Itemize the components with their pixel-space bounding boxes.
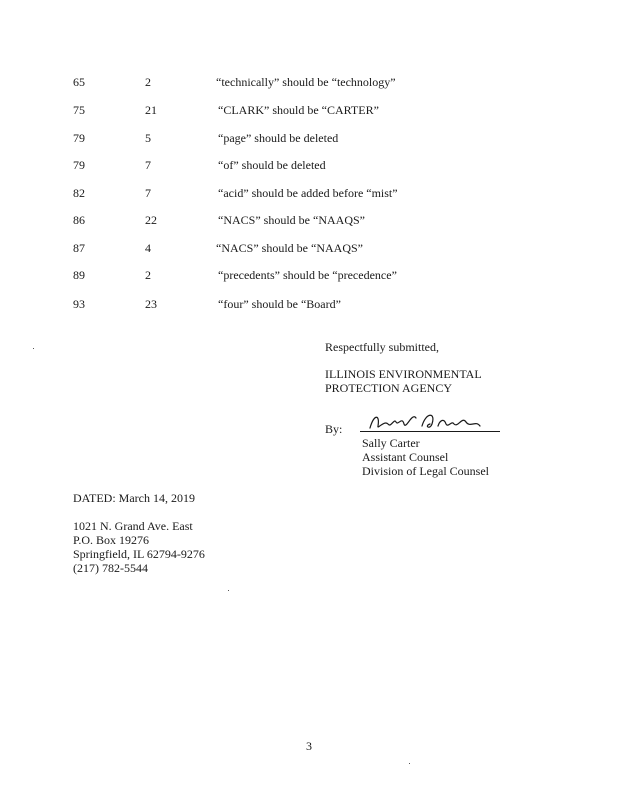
correction-row bbox=[0, 268, 618, 284]
scan-speck bbox=[33, 348, 34, 349]
transcript-page-number: 65 bbox=[73, 75, 85, 89]
correction-text: “NACS” should be “NAAQS” bbox=[218, 213, 365, 227]
scan-speck bbox=[228, 590, 229, 591]
transcript-line-number: 2 bbox=[145, 75, 151, 89]
agency-name-line1: ILLINOIS ENVIRONMENTAL bbox=[325, 367, 482, 381]
transcript-page-number: 89 bbox=[73, 268, 85, 282]
transcript-page-number: 82 bbox=[73, 186, 85, 200]
transcript-page-number: 93 bbox=[73, 297, 85, 311]
correction-text: “four” should be “Board” bbox=[218, 297, 341, 311]
transcript-line-number: 2 bbox=[145, 268, 151, 282]
correction-row bbox=[0, 297, 618, 313]
phone-number: (217) 782-5544 bbox=[73, 561, 148, 575]
address-line3: Springfield, IL 62794-9276 bbox=[73, 547, 205, 561]
transcript-page-number: 75 bbox=[73, 103, 85, 117]
transcript-line-number: 7 bbox=[145, 186, 151, 200]
dated-line: DATED: March 14, 2019 bbox=[73, 491, 195, 505]
correction-text: “CLARK” should be “CARTER” bbox=[218, 103, 379, 117]
transcript-line-number: 22 bbox=[145, 213, 157, 227]
correction-text: “page” should be deleted bbox=[218, 131, 339, 145]
signature-line bbox=[360, 431, 500, 432]
correction-text: “precedents” should be “precedence” bbox=[218, 268, 397, 282]
transcript-line-number: 7 bbox=[145, 158, 151, 172]
correction-text: “of” should be deleted bbox=[218, 158, 326, 172]
signer-title: Assistant Counsel bbox=[362, 450, 449, 464]
address-line2: P.O. Box 19276 bbox=[73, 533, 150, 547]
agency-name-line2: PROTECTION AGENCY bbox=[325, 381, 453, 395]
respectfully-submitted: Respectfully submitted, bbox=[325, 340, 439, 354]
transcript-line-number: 4 bbox=[145, 241, 151, 255]
correction-row bbox=[0, 131, 618, 147]
address-line1: 1021 N. Grand Ave. East bbox=[73, 519, 193, 533]
correction-text: “NACS” should be “NAAQS” bbox=[216, 241, 363, 255]
correction-row bbox=[0, 213, 618, 229]
transcript-page-number: 86 bbox=[73, 213, 85, 227]
by-label: By: bbox=[325, 422, 343, 436]
correction-row bbox=[0, 241, 618, 257]
transcript-page-number: 79 bbox=[73, 131, 85, 145]
correction-text: “acid” should be added before “mist” bbox=[218, 186, 398, 200]
transcript-line-number: 5 bbox=[145, 131, 151, 145]
correction-text: “technically” should be “technology” bbox=[216, 75, 396, 89]
signer-division: Division of Legal Counsel bbox=[362, 464, 489, 478]
transcript-line-number: 23 bbox=[145, 297, 157, 311]
correction-row bbox=[0, 103, 618, 119]
transcript-page-number: 87 bbox=[73, 241, 85, 255]
transcript-line-number: 21 bbox=[145, 103, 157, 117]
correction-row bbox=[0, 158, 618, 174]
page-number: 3 bbox=[306, 739, 312, 753]
transcript-page-number: 79 bbox=[73, 158, 85, 172]
signer-name: Sally Carter bbox=[362, 436, 420, 450]
correction-row bbox=[0, 75, 618, 91]
scan-speck bbox=[409, 763, 410, 764]
correction-row bbox=[0, 186, 618, 202]
